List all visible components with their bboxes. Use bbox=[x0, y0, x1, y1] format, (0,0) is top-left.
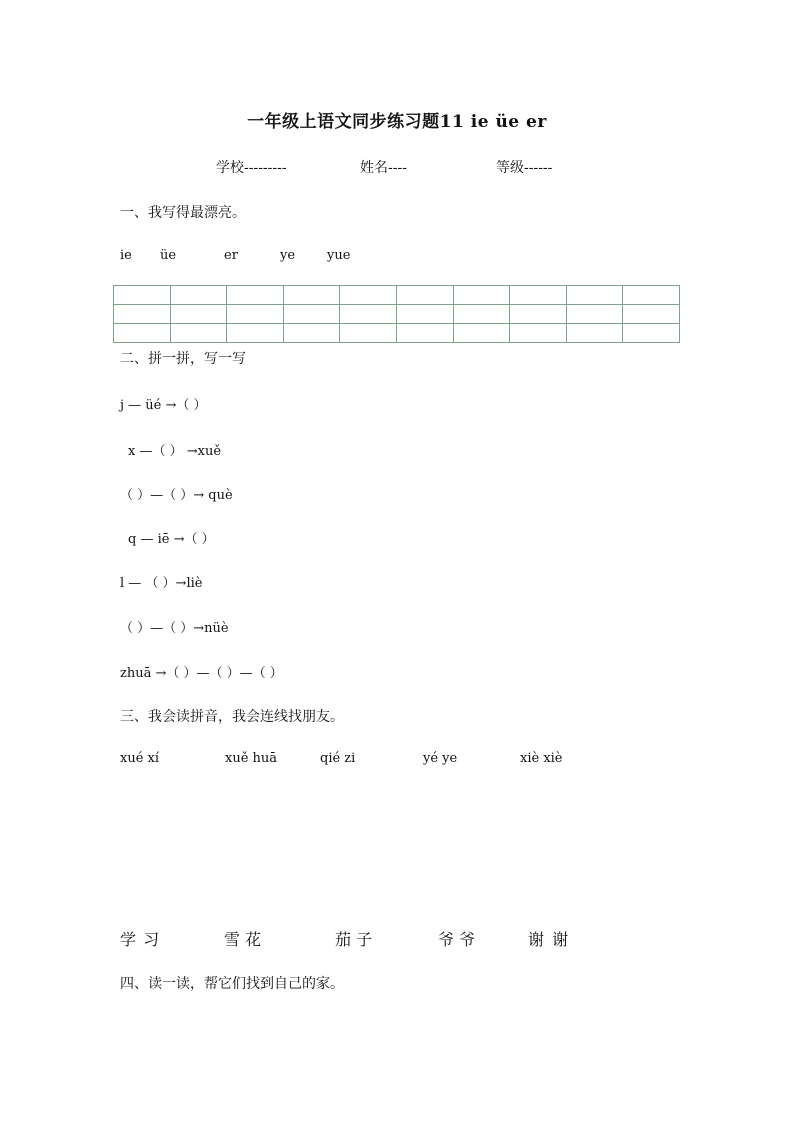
exercise-line-4: q — iē →（ ） bbox=[128, 532, 215, 547]
grid-cell[interactable] bbox=[340, 305, 397, 324]
exercise-line-3: （ ）—（ ）→ què bbox=[120, 488, 233, 503]
syllable-ie: ie bbox=[120, 248, 132, 263]
grid-cell[interactable] bbox=[396, 324, 453, 343]
grid-cell[interactable] bbox=[227, 286, 284, 305]
grid-cell[interactable] bbox=[170, 286, 227, 305]
grid-cell[interactable] bbox=[283, 286, 340, 305]
word-xuexi: 学 习 bbox=[120, 930, 160, 949]
grid-cell[interactable] bbox=[453, 305, 510, 324]
syllable-ye: ye bbox=[280, 248, 296, 263]
grid-cell[interactable] bbox=[170, 305, 227, 324]
grid-cell[interactable] bbox=[283, 324, 340, 343]
grid-row bbox=[114, 286, 680, 305]
word-xuehua: 雪 花 bbox=[224, 930, 262, 949]
word-qiezi: 茄 子 bbox=[335, 930, 373, 949]
writing-grid bbox=[113, 285, 680, 343]
grid-cell[interactable] bbox=[510, 305, 567, 324]
grid-cell[interactable] bbox=[114, 324, 171, 343]
grid-cell[interactable] bbox=[396, 305, 453, 324]
name-field: 姓名---- bbox=[360, 160, 407, 176]
syllable-er: er bbox=[224, 248, 238, 263]
pinyin-yeye: yé ye bbox=[423, 751, 458, 766]
exercise-line-7: zhuā →（ ）—（ ）—（ ） bbox=[120, 666, 283, 681]
pinyin-qiezi: qié zi bbox=[320, 751, 356, 766]
pinyin-xuexi: xué xí bbox=[120, 751, 160, 766]
grid-row bbox=[114, 305, 680, 324]
section4-heading: 四、读一读，帮它们找到自己的家。 bbox=[120, 976, 344, 992]
pinyin-xuehua: xuě huā bbox=[225, 751, 278, 766]
grid-cell[interactable] bbox=[114, 286, 171, 305]
grid-cell[interactable] bbox=[566, 305, 623, 324]
grid-cell[interactable] bbox=[623, 305, 680, 324]
school-field: 学校--------- bbox=[216, 160, 287, 176]
grid-cell[interactable] bbox=[623, 286, 680, 305]
section3-heading: 三、我会读拼音，我会连线找朋友。 bbox=[120, 709, 344, 725]
grid-cell[interactable] bbox=[453, 324, 510, 343]
exercise-line-6: （ ）—（ ）→nüè bbox=[120, 621, 229, 636]
exercise-line-5: l — （ ）→liè bbox=[120, 576, 203, 591]
section1-heading: 一、我写得最漂亮。 bbox=[120, 205, 246, 221]
pinyin-xiexie: xiè xiè bbox=[520, 751, 563, 766]
exercise-line-1: j — üé →（ ） bbox=[120, 398, 207, 413]
word-yeye: 爷 爷 bbox=[438, 930, 476, 949]
grid-cell[interactable] bbox=[453, 286, 510, 305]
syllable-ue: üe bbox=[160, 248, 177, 263]
grade-field: 等级------ bbox=[496, 160, 553, 176]
grid-cell[interactable] bbox=[510, 286, 567, 305]
grid-cell[interactable] bbox=[566, 324, 623, 343]
grid-row bbox=[114, 324, 680, 343]
grid-cell[interactable] bbox=[114, 305, 171, 324]
grid-cell[interactable] bbox=[340, 286, 397, 305]
grid-cell[interactable] bbox=[510, 324, 567, 343]
exercise-line-2: x —（ ） →xuě bbox=[128, 444, 222, 459]
grid-cell[interactable] bbox=[227, 305, 284, 324]
grid-cell[interactable] bbox=[396, 286, 453, 305]
word-xiexie: 谢 谢 bbox=[528, 930, 569, 949]
grid-cell[interactable] bbox=[283, 305, 340, 324]
grid-cell[interactable] bbox=[227, 324, 284, 343]
grid-cell[interactable] bbox=[566, 286, 623, 305]
section2-heading: 二、拼一拼，写一写 bbox=[120, 351, 246, 367]
page-title: 一年级上语文同步练习题11 ie üe er bbox=[247, 112, 547, 132]
grid-cell[interactable] bbox=[340, 324, 397, 343]
grid-cell[interactable] bbox=[623, 324, 680, 343]
syllable-yue: yue bbox=[327, 248, 351, 263]
grid-cell[interactable] bbox=[170, 324, 227, 343]
